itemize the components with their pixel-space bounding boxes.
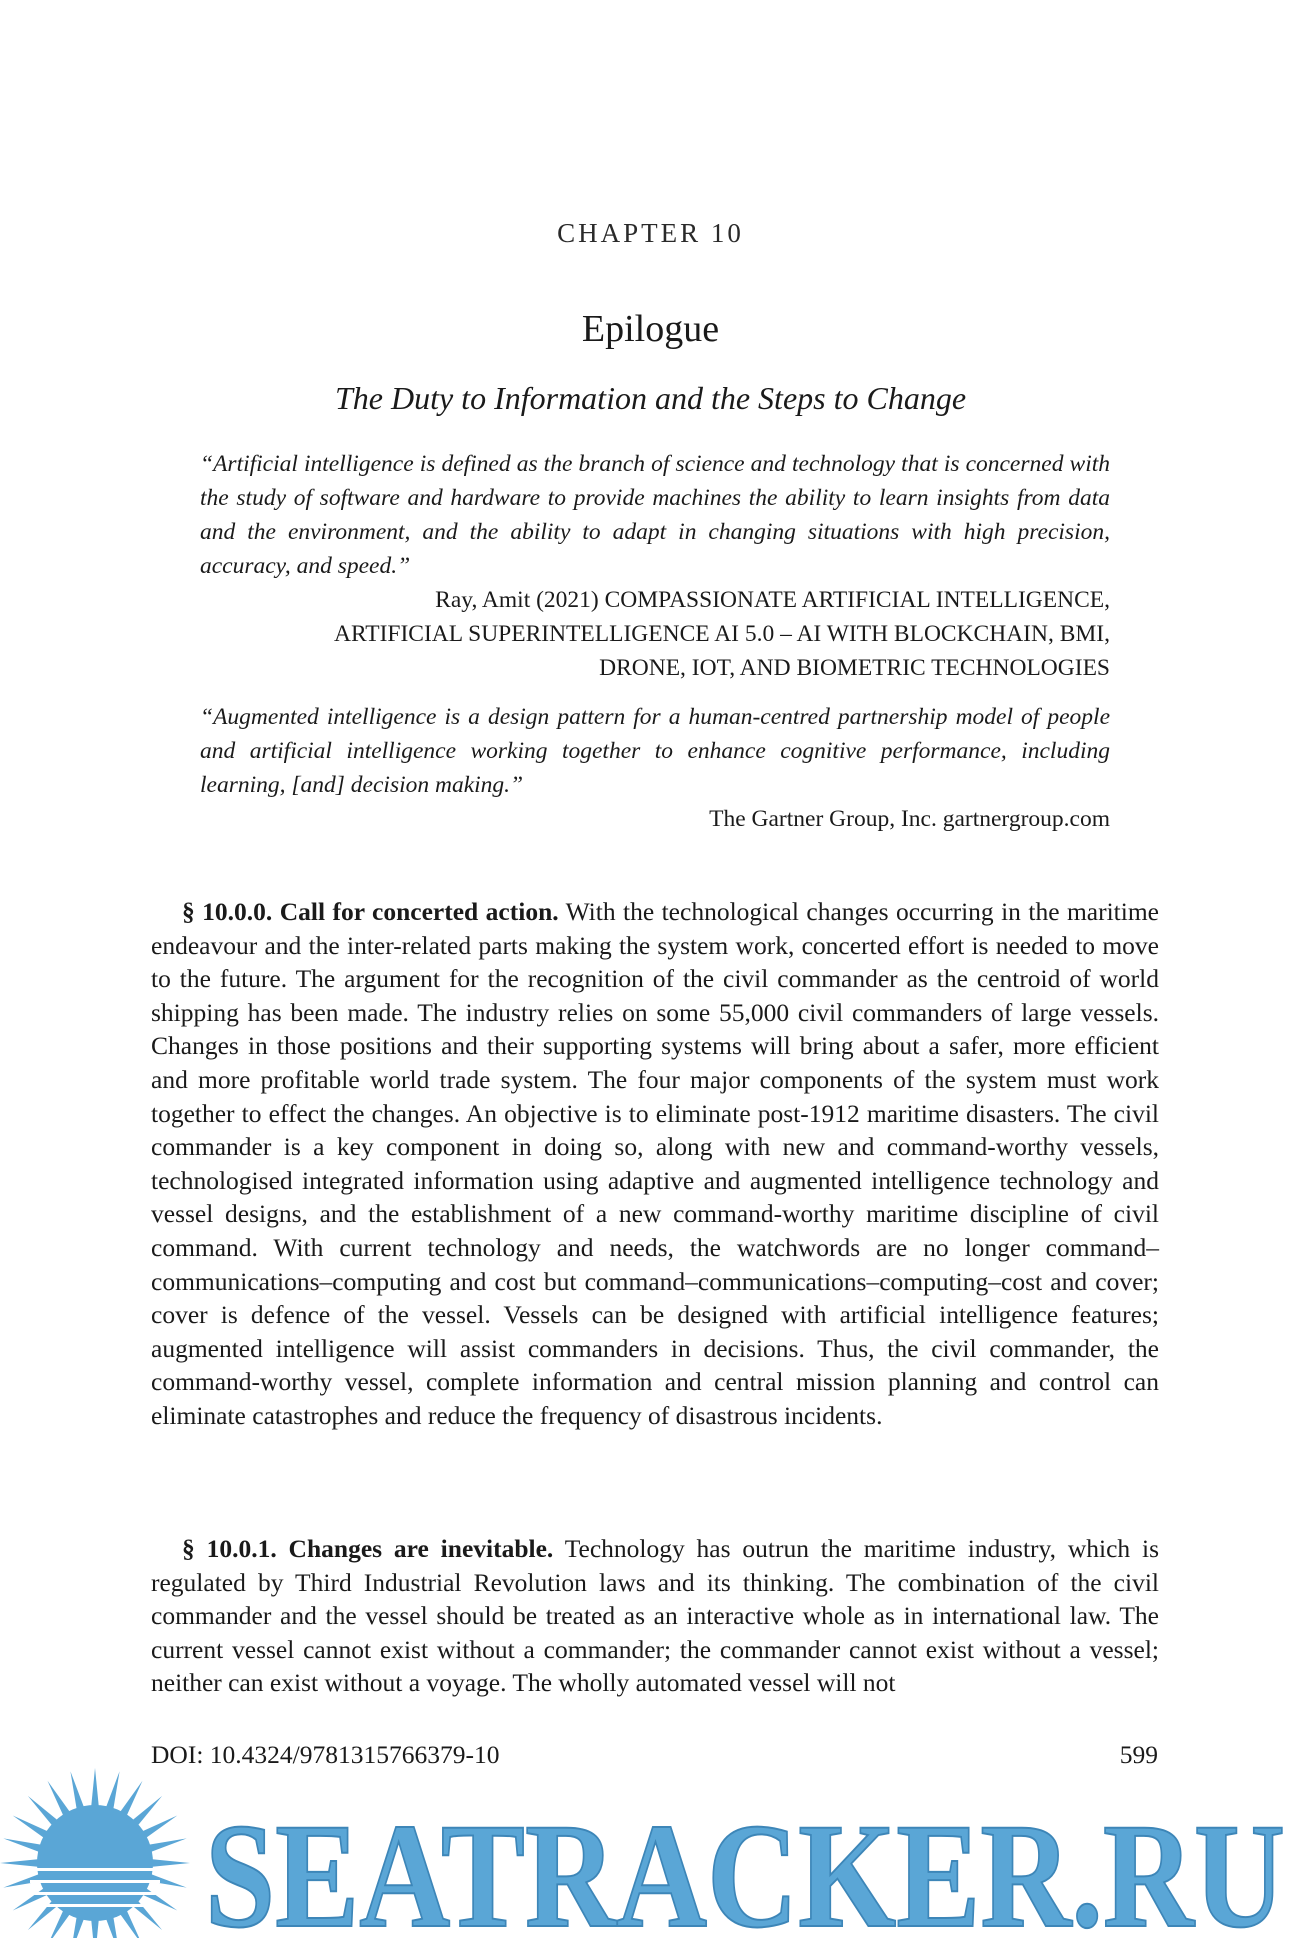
sun-ray <box>147 1838 187 1852</box>
epigraph-quote: “Augmented intelligence is a design pattern for a human-centred partnership model of people and artificial intelligence working together to enhance cognitive performance, including learning, [and] decision making.” <box>200 704 1110 798</box>
chapter-label: CHAPTER 10 <box>557 218 744 248</box>
sun-ray <box>91 1768 99 1808</box>
sun-ray <box>3 1838 43 1852</box>
footer-doi: DOI: 10.4324/9781315766379-10 <box>151 1740 500 1769</box>
epigraph <box>200 447 1110 685</box>
sun-ray <box>0 1859 40 1867</box>
section-heading: § 10.0.0. Call for concerted action. <box>182 897 559 926</box>
section-paragraph <box>151 1532 1159 1700</box>
epigraph-quote: “Artificial intelligence is defined as the branch of science and technology that is concerned with the study of software and hardware to provide machines the ability to learn insights from data and the environment, and the ability to adapt in changing situations with high precision, accuracy, and speed.” <box>200 451 1110 579</box>
watermark-text: SEATRACKER.RU <box>205 1793 1285 1938</box>
page-number: 599 <box>1119 1740 1158 1769</box>
section-text: Technology has outrun the maritime industry, which is regulated by Third Industrial Revolution laws and its thinking. The combination of the civil commander and the vessel should be treated as an interactive whole as in international law. The current vessel cannot exist without a commander; the commander cannot exist without a vessel; neither can exist without a voyage. The wholly automated vessel will not <box>151 1534 1160 1698</box>
chapter-title: Epilogue <box>581 308 720 350</box>
epigraph-attribution-line: The Gartner Group, Inc. gartnergroup.com <box>709 806 1110 832</box>
chapter-subtitle: The Duty to Information and the Steps to Change <box>334 380 967 416</box>
watermark-logo <box>0 1768 1301 1938</box>
section-heading: § 10.0.1. Changes are inevitable. <box>182 1534 554 1563</box>
epigraph-attribution-line: Ray, Amit (2021) COMPASSIONATE ARTIFICIAL INTELLIGENCE, <box>435 587 1110 613</box>
sun-ray <box>150 1859 190 1867</box>
section-text: With the technological changes occurring in the maritime endeavour and the inter-related parts making the system work, concerted effort is needed to move to the future. The argument for the recognition of the civil commander as the centroid of world shipping has been made. The industry relies on some 55,000 civil commanders of large vessels. Changes in those positions and their supporting systems will bring about a safer, more efficient and more profitable world trade system. The four major components of the system must work together to effect the changes. An objective is to eliminate post-1912 maritime disasters. The civil commander is a key component in doing so, along with new and command-worthy vessels, technologised integrated information using adaptive and augmented intelligence technology and vessel designs, and the establishment of a new command-worthy maritime discipline of civil command. With current technology and needs, the watchwords are no longer command–communications–computing and cost but command–communications–computing–cost and cover; cover is defence of the vessel. Vessels can be designed with artificial intelligence features; augmented intelligence will assist commanders in decisions. Thus, the civil commander, the command-worthy vessel, complete information and central mission planning and control can eliminate catastrophes and reduce the frequency of disastrous incidents. <box>151 897 1159 1430</box>
epigraph-attribution-line: DRONE, IOT, AND BIOMETRIC TECHNOLOGIES <box>599 655 1110 681</box>
section-paragraph <box>151 895 1159 1433</box>
epigraph <box>200 700 1110 836</box>
epigraph-attribution-line: ARTIFICIAL SUPERINTELLIGENCE AI 5.0 – AI WITH BLOCKCHAIN, BMI, <box>333 621 1110 647</box>
sun-ray <box>105 1771 119 1811</box>
sun-ray <box>70 1771 84 1811</box>
sun-icon <box>0 1768 190 1938</box>
